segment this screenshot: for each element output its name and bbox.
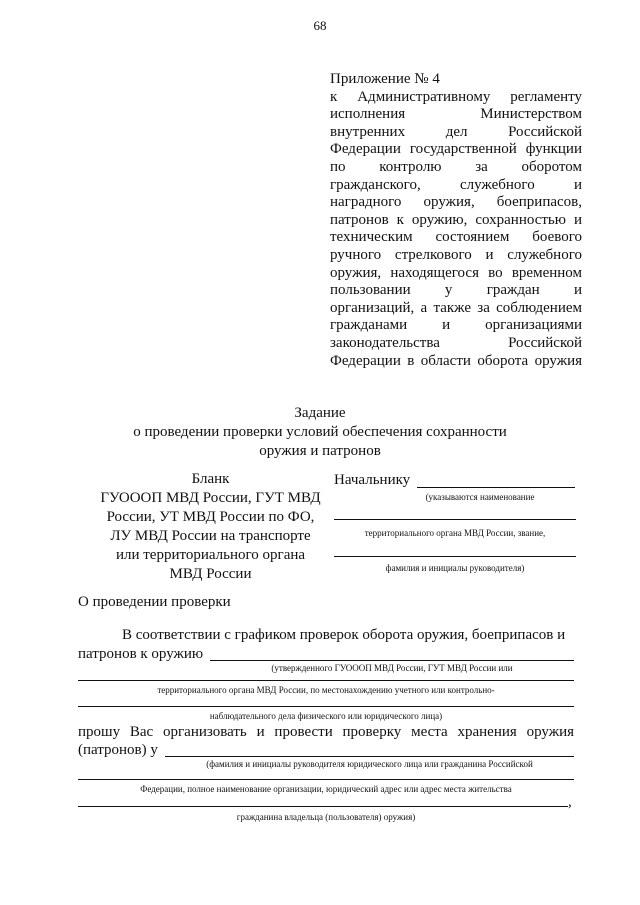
field-hint: гражданина владельца (пользователя) оружия) xyxy=(236,812,416,822)
appendix-line: наградного оружия, боеприпасов, xyxy=(330,194,582,211)
field-hint: Федерации, полное наименование организации, юридический адрес или адрес места жительства xyxy=(140,784,512,794)
appendix-line: пользовании у граждан и xyxy=(330,282,582,299)
appendix-line: внутренних дел Российской xyxy=(330,123,582,140)
field-hint: территориального органа МВД России, по местонахождению учетного или контрольно- xyxy=(157,685,495,695)
blank-line: ЛУ МВД России на транспорте xyxy=(110,528,311,544)
appendix-line: патронов к оружию, сохранностью и xyxy=(330,211,582,228)
fill-line[interactable] xyxy=(210,660,574,661)
document-title xyxy=(0,404,640,461)
fill-line[interactable] xyxy=(78,779,574,780)
subject-line: О проведении проверки xyxy=(78,594,231,610)
letterhead-blank xyxy=(88,470,333,584)
field-hint: наблюдательного дела физического или юридического лица) xyxy=(209,711,443,721)
addressee-hint: (указываются наименование xyxy=(425,492,535,502)
appendix-line: по контролю за оборотом xyxy=(330,158,582,175)
appendix-line: организаций, а также за соблюдением xyxy=(330,299,582,316)
trailing-comma: , xyxy=(568,794,572,810)
title-line: Задание xyxy=(294,405,346,421)
addressee-label: Начальнику xyxy=(334,472,411,488)
fill-line[interactable] xyxy=(78,706,574,707)
fill-line[interactable] xyxy=(165,756,574,757)
addressee-hint: территориального органа МВД России, звание, xyxy=(364,528,546,538)
appendix-line: гражданами и организациями xyxy=(330,317,582,334)
addressee-fill-line[interactable] xyxy=(417,487,575,488)
blank-line: МВД России xyxy=(169,566,252,582)
appendix-line: Федерации в области оборота оружия xyxy=(330,352,582,369)
blank-line: Бланк xyxy=(191,471,230,487)
paragraph-text: прошу Вас организовать и провести проверку места хранения оружия xyxy=(78,724,574,740)
appendix-header xyxy=(330,71,582,370)
appendix-line: гражданского, служебного и xyxy=(330,176,582,193)
blank-line: или территориального органа xyxy=(115,547,306,563)
blank-line: ГУОООП МВД России, ГУТ МВД xyxy=(100,490,321,506)
addressee-fill-line[interactable] xyxy=(334,519,576,520)
blank-line: России, УТ МВД России по ФО, xyxy=(106,509,315,525)
paragraph-text: (патронов) у xyxy=(78,742,158,758)
paragraph-text: В соответствии с графиком проверок оборота оружия, боеприпасов и xyxy=(122,627,566,643)
appendix-line: оружия, находящегося во временном xyxy=(330,264,582,281)
appendix-line: к Административному регламенту xyxy=(330,88,582,105)
field-hint: (фамилия и инициалы руководителя юридического лица или гражданина Российской xyxy=(206,759,533,769)
title-line: о проведении проверки условий обеспечения сохранности xyxy=(133,424,507,440)
appendix-line: законодательства Российской xyxy=(330,334,582,351)
appendix-line: исполнения Министерством xyxy=(330,106,582,123)
appendix-line: Федерации государственной функции xyxy=(330,141,582,158)
title-line: оружия и патронов xyxy=(259,443,381,459)
appendix-line: техническим состоянием боевого xyxy=(330,229,582,246)
appendix-line: Приложение № 4 xyxy=(330,71,440,87)
fill-line[interactable] xyxy=(78,806,568,807)
appendix-line: ручного стрелкового и служебного xyxy=(330,246,582,263)
addressee-fill-line[interactable] xyxy=(334,556,576,557)
paragraph-text: патронов к оружию xyxy=(78,646,204,662)
addressee-hint: фамилия и инициалы руководителя) xyxy=(385,563,525,573)
field-hint: (утвержденного ГУОООП МВД России, ГУТ МВД России или xyxy=(271,663,513,673)
fill-line[interactable] xyxy=(78,680,574,681)
page-number: 68 xyxy=(313,18,327,33)
